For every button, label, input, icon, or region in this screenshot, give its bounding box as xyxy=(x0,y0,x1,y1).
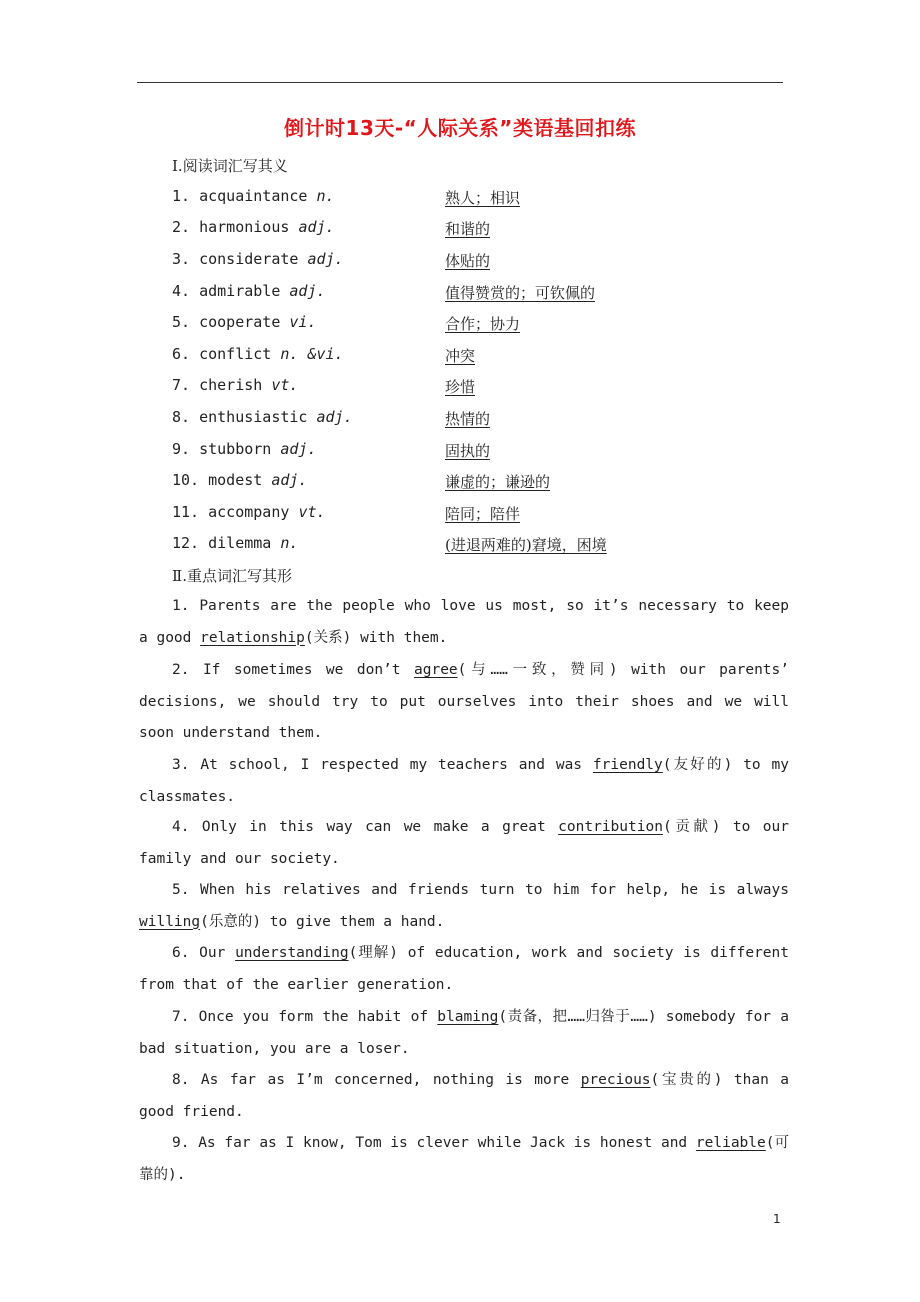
sentence-answer: understanding xyxy=(235,945,349,961)
vocab-answer: 合作；协力 xyxy=(445,315,521,333)
sentence-text-after: (友好的) to my classmates. xyxy=(139,757,789,805)
vocab-item xyxy=(172,282,596,304)
sentence-text-after: (关系) with them. xyxy=(304,629,448,646)
vocab-word: considerate xyxy=(199,250,299,268)
sentence-text-before: 9. As far as I know, Tom is clever while Jack is honest and xyxy=(172,1135,696,1151)
sentence-text-after: (贡献) to our family and our society. xyxy=(139,819,789,867)
vocab-part-of-speech: adj. xyxy=(316,408,353,426)
vocab-number: 10. xyxy=(172,471,200,489)
vocab-word: admirable xyxy=(199,282,281,300)
vocab-part-of-speech: vt. xyxy=(271,376,299,394)
header-rule xyxy=(137,82,783,83)
sentence-answer: reliable xyxy=(695,1135,766,1151)
vocab-word: conflict xyxy=(199,345,272,363)
vocab-item xyxy=(172,440,491,462)
vocab-part-of-speech: vt. xyxy=(298,503,326,521)
vocab-word: cooperate xyxy=(199,313,281,331)
vocab-word: accompany xyxy=(208,503,290,521)
sentence-text-before: 6. Our xyxy=(172,945,236,961)
section-2-heading: Ⅱ.重点词汇写其形 xyxy=(172,567,292,585)
vocab-number: 8. xyxy=(172,408,191,426)
vocab-number: 2. xyxy=(172,218,191,236)
vocab-item xyxy=(172,534,607,556)
vocab-number: 11. xyxy=(172,503,200,521)
vocab-part-of-speech: n. xyxy=(316,187,335,205)
vocab-number: 9. xyxy=(172,440,191,458)
sentence-text-before: 8. As far as I’m concerned, nothing is more xyxy=(172,1072,581,1088)
vocab-answer: 体贴的 xyxy=(445,252,491,270)
sentence-answer: precious xyxy=(580,1072,651,1088)
vocab-part-of-speech: adj. xyxy=(307,250,344,268)
vocab-item xyxy=(172,250,491,272)
sentence-text-before: 4. Only in this way can we make a great xyxy=(172,819,559,835)
sentence-text-before: 1. Parents are the people who love us most, so it’s necessary to keep a good xyxy=(139,598,789,646)
sentence-item xyxy=(139,655,789,750)
vocab-number: 4. xyxy=(172,282,191,300)
vocab-number: 5. xyxy=(172,313,191,331)
vocab-answer: (进退两难的)窘境，困境 xyxy=(445,536,607,554)
sentence-text-after: (理解) of education, work and society is different from that of the earlier generation. xyxy=(139,945,789,993)
vocab-number: 1. xyxy=(172,187,191,205)
vocab-part-of-speech: n. &vi. xyxy=(280,345,344,363)
vocab-word: dilemma xyxy=(208,534,272,552)
vocab-part-of-speech: adj. xyxy=(280,440,317,458)
vocab-number: 3. xyxy=(172,250,191,268)
vocab-part-of-speech: adj. xyxy=(289,282,326,300)
sentence-item xyxy=(139,938,789,1001)
vocab-part-of-speech: n. xyxy=(280,534,299,552)
sentence-text-before: 3. At school, I respected my teachers and was xyxy=(172,757,593,773)
sentence-answer: contribution xyxy=(558,819,663,835)
vocab-item xyxy=(172,187,521,209)
sentence-answer: friendly xyxy=(592,757,663,773)
vocab-answer: 值得赞赏的；可钦佩的 xyxy=(445,284,596,302)
sentence-text-before: 5. When his relatives and friends turn to him for help, he is always xyxy=(172,882,789,898)
vocab-part-of-speech: adj. xyxy=(298,218,335,236)
sentence-item xyxy=(139,812,789,875)
vocab-answer: 冲突 xyxy=(445,347,476,365)
sentence-item xyxy=(139,591,789,654)
sentence-answer: agree xyxy=(414,662,458,678)
vocab-item xyxy=(172,408,491,430)
sentence-item xyxy=(139,1065,789,1128)
vocab-item xyxy=(172,471,551,493)
sentence-text-after: (可靠的). xyxy=(139,1135,789,1183)
vocab-answer: 熟人；相识 xyxy=(445,189,521,207)
vocab-answer: 固执的 xyxy=(445,442,491,460)
sentence-item xyxy=(139,875,789,938)
page-title: 倒计时13天-“人际关系”类语基回扣练 xyxy=(284,116,636,140)
vocab-word: cherish xyxy=(199,376,263,394)
sentence-answer: relationship xyxy=(200,629,305,646)
sentence-text-after: (乐意的) to give them a hand. xyxy=(200,913,445,930)
vocab-item xyxy=(172,218,491,240)
sentence-answer: blaming xyxy=(437,1009,499,1025)
vocab-word: stubborn xyxy=(199,440,272,458)
vocab-answer: 和谐的 xyxy=(445,220,491,238)
sentence-text-after: (责备，把……归咎于……) somebody for a bad situation, you are a loser. xyxy=(139,1009,789,1057)
sentence-answer: willing xyxy=(139,913,201,930)
sentence-text-before: 2. If sometimes we don’t xyxy=(172,662,415,678)
sentence-text-after: (宝贵的) than a good friend. xyxy=(139,1072,790,1120)
vocab-answer: 热情的 xyxy=(445,410,491,428)
sentence-item xyxy=(139,750,789,813)
vocab-number: 6. xyxy=(172,345,191,363)
vocab-word: harmonious xyxy=(199,218,290,236)
vocab-number: 7. xyxy=(172,376,191,394)
vocab-item xyxy=(172,313,521,335)
sentence-text-before: 7. Once you form the habit of xyxy=(172,1009,438,1025)
vocab-word: enthusiastic xyxy=(199,408,308,426)
vocab-word: modest xyxy=(208,471,263,489)
vocab-part-of-speech: vi. xyxy=(289,313,317,331)
sentence-item xyxy=(139,1002,789,1065)
sentence-text-after: (与……一致，赞同) with our parents’ decisions, we should try to put ourselves into their shoes and we will soon understand them. xyxy=(139,662,789,741)
vocab-item xyxy=(172,376,476,398)
vocab-item xyxy=(172,345,476,367)
vocab-part-of-speech: adj. xyxy=(271,471,308,489)
section-1-heading: Ⅰ.阅读词汇写其义 xyxy=(172,157,288,175)
vocab-answer: 谦虚的；谦逊的 xyxy=(445,473,551,491)
page-number: 1 xyxy=(773,1212,781,1226)
vocab-word: acquaintance xyxy=(199,187,308,205)
vocab-answer: 珍惜 xyxy=(445,378,476,396)
vocab-item xyxy=(172,503,521,525)
vocab-answer: 陪同；陪伴 xyxy=(445,505,521,523)
vocab-number: 12. xyxy=(172,534,200,552)
sentence-item xyxy=(139,1128,789,1191)
